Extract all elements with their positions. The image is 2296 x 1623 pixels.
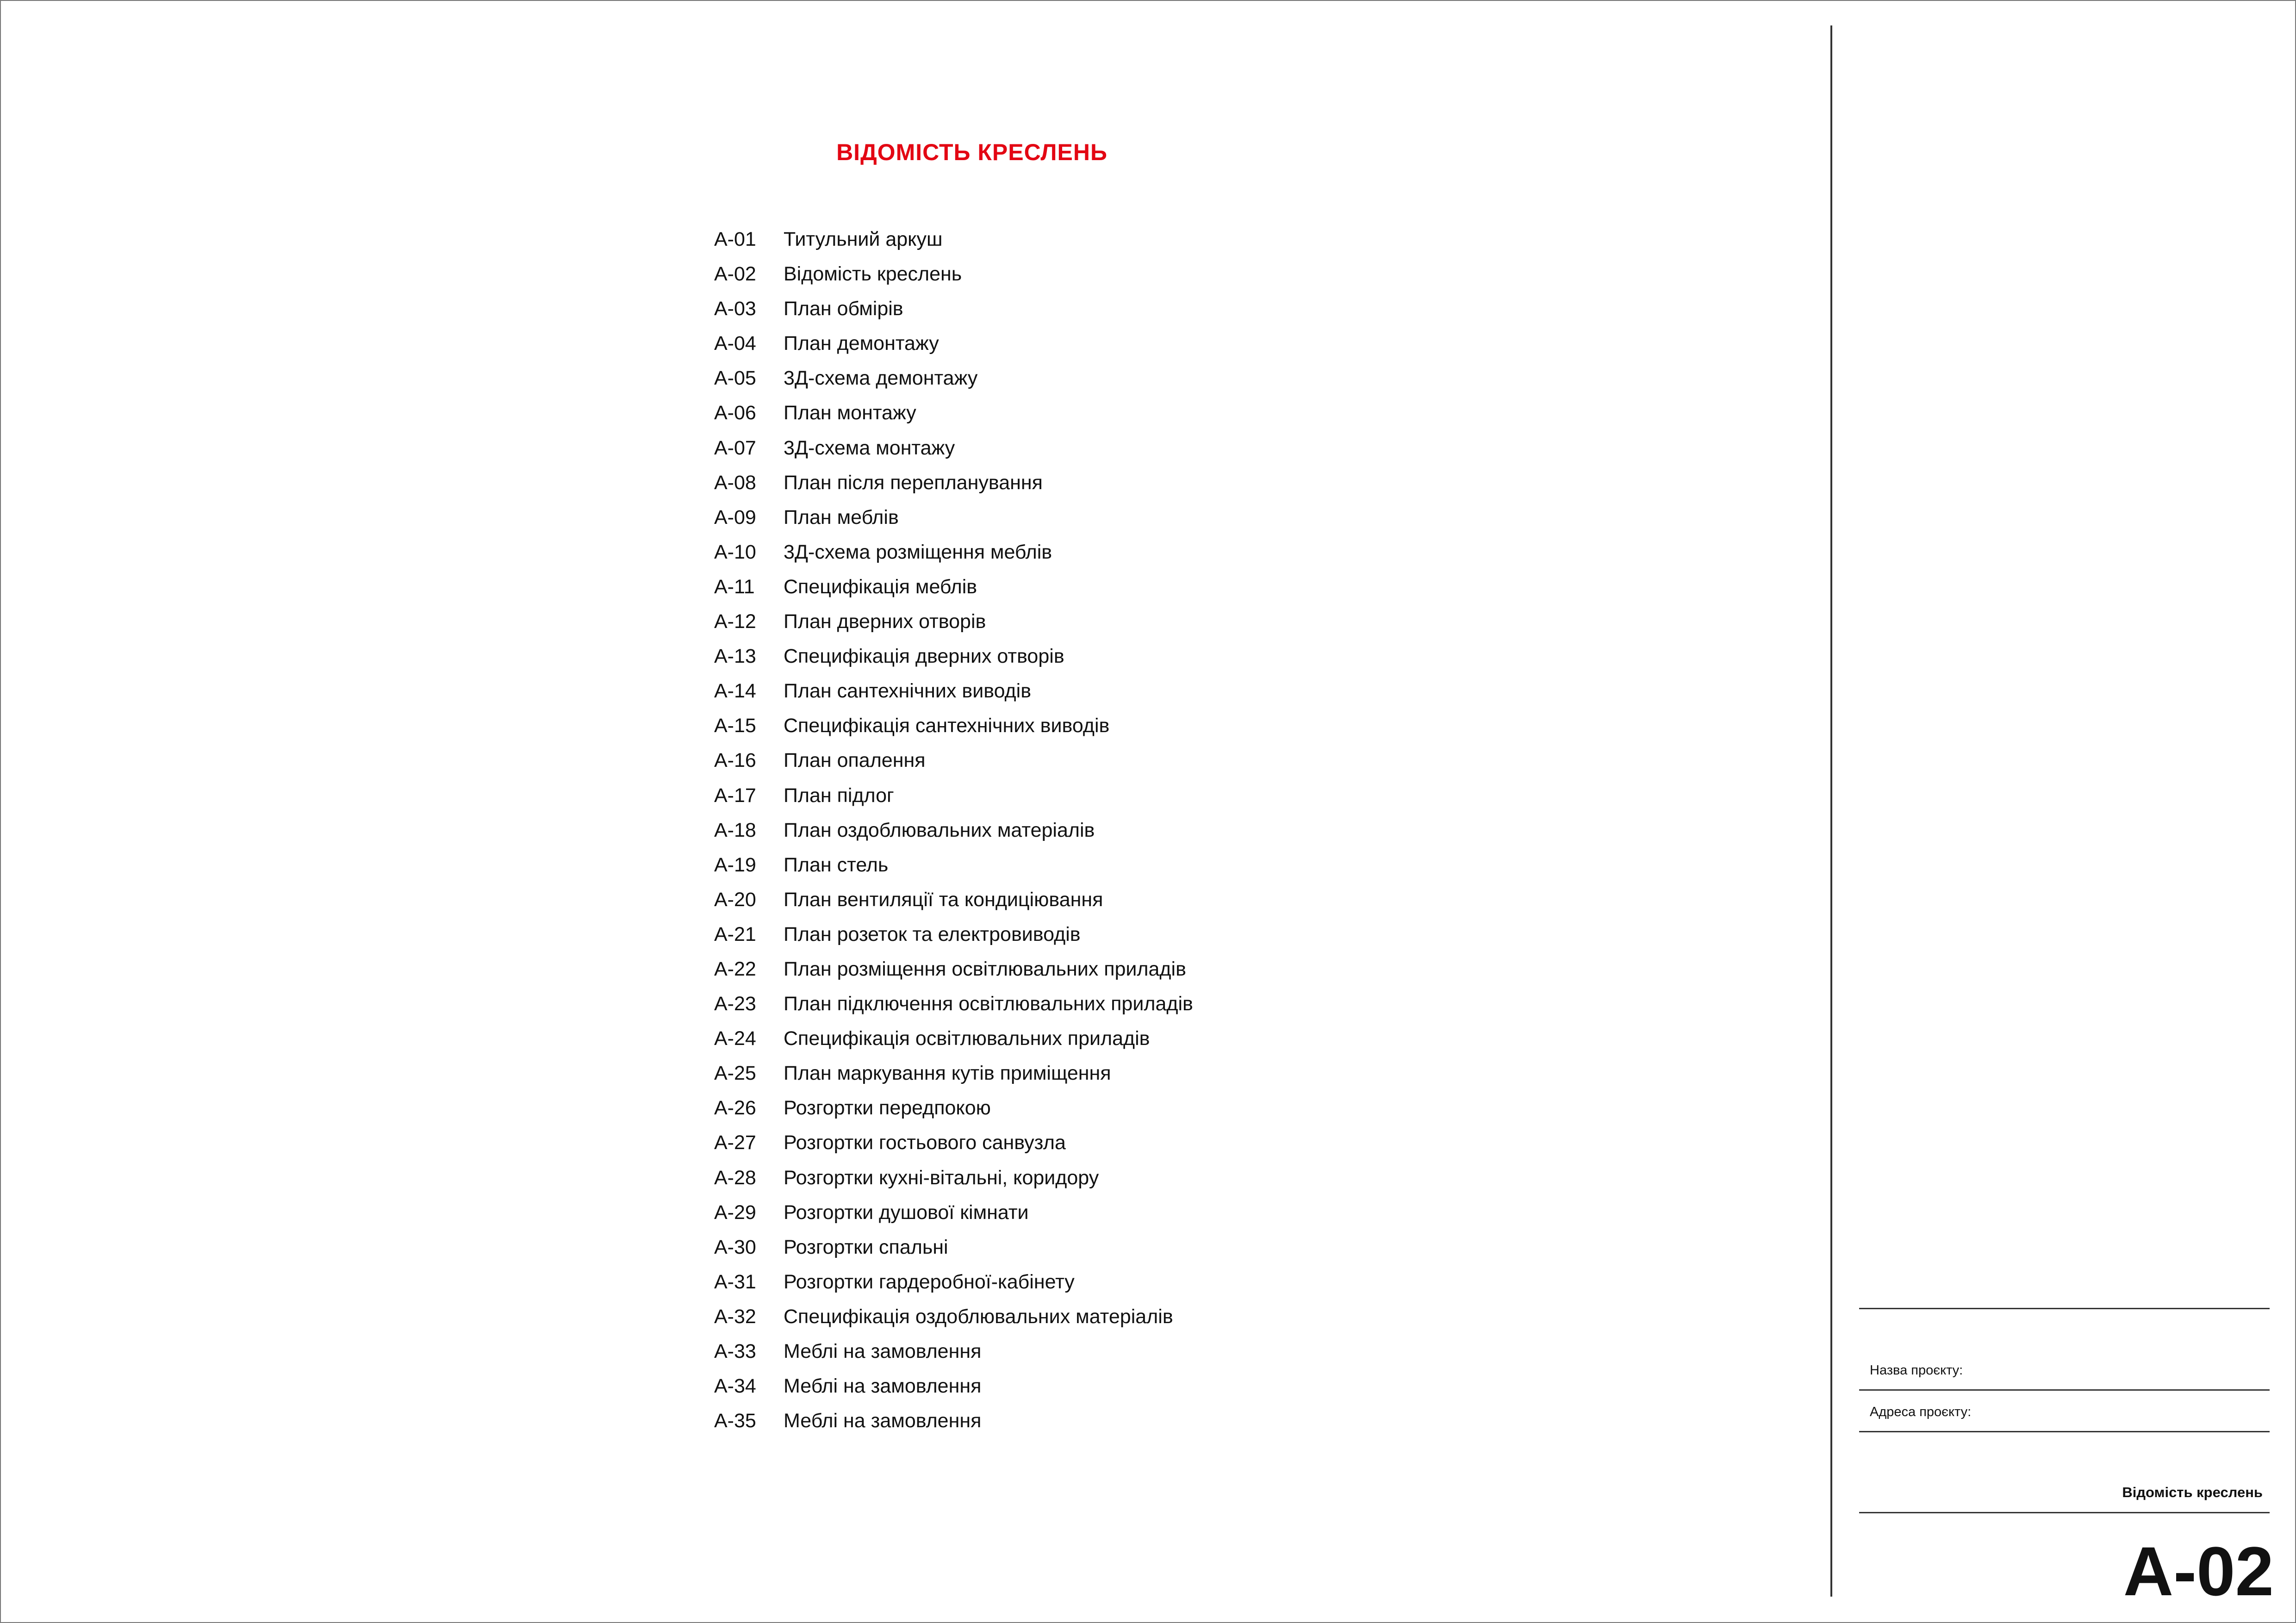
- sheet-title-label: План демонтажу: [784, 332, 939, 355]
- sheet-code-label: А-08: [714, 471, 756, 494]
- sheet-code-label: А-26: [714, 1097, 756, 1119]
- sheet-code-label: А-34: [714, 1375, 756, 1398]
- sheet-code-label: А-35: [714, 1410, 756, 1432]
- list-item: [714, 639, 1193, 674]
- sheet-code-label: А-21: [714, 923, 756, 945]
- sheet-title-label: Титульний аркуш: [784, 228, 943, 250]
- title-block-line-address: [1859, 1431, 2270, 1432]
- sheet-code-label: А-17: [714, 784, 756, 807]
- sheet-code-label: А-30: [714, 1236, 756, 1258]
- sheet-title-label: Меблі на замовлення: [784, 1410, 982, 1432]
- sheet-title-label: Розгортки спальні: [784, 1236, 948, 1258]
- sheet-title-label: Специфікація дверних отворів: [784, 645, 1064, 668]
- list-item: [714, 883, 1193, 917]
- sheet-title-label: План розеток та електровиводів: [784, 923, 1081, 945]
- list-item: [714, 535, 1193, 570]
- list-item: [714, 1404, 1193, 1438]
- project-name-label: Назва проєкту:: [1870, 1363, 1963, 1378]
- list-item: [714, 361, 1193, 396]
- sheet-code-label: А-33: [714, 1340, 756, 1362]
- sheet-title-label: План оздоблювальних матеріалів: [784, 819, 1095, 841]
- list-item: [714, 1126, 1193, 1160]
- sheet-title-label: План підключення освітлювальних приладів: [784, 993, 1193, 1015]
- sheet-title-label: План підлог: [784, 784, 894, 807]
- sheet-code-label: А-05: [714, 367, 756, 390]
- sheet-title-label: Специфікація освітлювальних приладів: [784, 1027, 1150, 1050]
- sheet-code-label: А-06: [714, 402, 756, 424]
- sheet-code-label: А-15: [714, 715, 756, 737]
- sheet-title-label: План після перепланування: [784, 471, 1043, 494]
- sheet-code-label: А-19: [714, 853, 756, 876]
- sheet-code-label: А-02: [714, 263, 756, 286]
- list-item: [714, 500, 1193, 535]
- sheet-code-label: А-10: [714, 541, 756, 563]
- sheet-code-label: А-12: [714, 610, 756, 633]
- list-item: [714, 1300, 1193, 1334]
- list-item: [714, 1334, 1193, 1369]
- sheet-code-label: А-14: [714, 680, 756, 703]
- sheet-title-label: Розгортки кухні-вітальні, коридору: [784, 1166, 1099, 1189]
- drawing-list: [714, 222, 1193, 1438]
- sheet-code-label: А-24: [714, 1027, 756, 1050]
- title-block-line-name: [1859, 1389, 2270, 1391]
- list-item: [714, 1056, 1193, 1091]
- list-item: [714, 778, 1193, 813]
- sheet-title-label: План обмірів: [784, 298, 903, 320]
- sheet-code-label: А-23: [714, 993, 756, 1015]
- list-item: [714, 743, 1193, 778]
- list-item: [714, 1369, 1193, 1404]
- sheet-title-label: План меблів: [784, 506, 899, 529]
- title-block-line-top: [1859, 1308, 2270, 1309]
- sheet-title-label: Розгортки передпокою: [784, 1097, 991, 1119]
- sheet-title-label: Меблі на замовлення: [784, 1340, 982, 1362]
- sheet-code-label: А-13: [714, 645, 756, 668]
- list-item: [714, 466, 1193, 500]
- list-item: [714, 570, 1193, 604]
- sheet-code-label: А-18: [714, 819, 756, 841]
- sheet-title-label: План вентиляції та кондиціювання: [784, 888, 1103, 911]
- sheet-title-label: План маркування кутів приміщення: [784, 1062, 1111, 1085]
- sheet-title-label: Специфікація сантехнічних виводів: [784, 715, 1110, 737]
- sheet-title-label: Розгортки гостьового санвузла: [784, 1132, 1066, 1154]
- sheet-title-label: Специфікація меблів: [784, 575, 977, 598]
- list-item: [714, 674, 1193, 709]
- sheet-title-label: План монтажу: [784, 402, 916, 424]
- project-address-label: Адреса проєкту:: [1870, 1405, 1972, 1419]
- list-item: [714, 1021, 1193, 1056]
- sheet-code-label: А-03: [714, 298, 756, 320]
- sheet-code-label: А-16: [714, 749, 756, 772]
- sheet-title-label: Меблі на замовлення: [784, 1375, 982, 1398]
- title-block-divider: [1830, 25, 1832, 1597]
- list-item: [714, 431, 1193, 466]
- sheet-code-label: А-31: [714, 1270, 756, 1293]
- sheet-title-label: План розміщення освітлювальних приладів: [784, 958, 1186, 980]
- sheet-title-label: Розгортки гардеробної-кабінету: [784, 1270, 1075, 1293]
- sheet-name: Відомість креслень: [2122, 1484, 2263, 1500]
- sheet-title-label: 3Д-схема монтажу: [784, 436, 955, 459]
- list-item: [714, 396, 1193, 430]
- sheet-title-label: План опалення: [784, 749, 926, 772]
- sheet-title-label: Специфікація оздоблювальних матеріалів: [784, 1305, 1173, 1328]
- sheet-code-label: А-09: [714, 506, 756, 529]
- sheet-code: А-02: [2123, 1532, 2274, 1610]
- sheet-title-label: Розгортки душової кімнати: [784, 1201, 1029, 1224]
- list-item: [714, 326, 1193, 361]
- sheet-code-label: А-20: [714, 888, 756, 911]
- sheet-code-label: А-04: [714, 332, 756, 355]
- sheet-code-label: А-22: [714, 958, 756, 980]
- sheet-title-label: План стель: [784, 853, 889, 876]
- sheet-code-label: А-11: [714, 575, 755, 598]
- list-item: [714, 917, 1193, 952]
- list-item: [714, 987, 1193, 1021]
- list-item: [714, 1161, 1193, 1195]
- list-item: [714, 604, 1193, 639]
- page-title: ВІДОМІСТЬ КРЕСЛЕНЬ: [836, 139, 1108, 165]
- sheet-code-label: А-28: [714, 1166, 756, 1189]
- list-item: [714, 952, 1193, 987]
- sheet-code-label: А-29: [714, 1201, 756, 1224]
- sheet-title-label: План дверних отворів: [784, 610, 986, 633]
- sheet-code-label: А-25: [714, 1062, 756, 1085]
- list-item: [714, 1265, 1193, 1300]
- sheet-code-label: А-32: [714, 1305, 756, 1328]
- list-item: [714, 1091, 1193, 1126]
- sheet-title-label: Відомість креслень: [784, 263, 962, 286]
- list-item: [714, 222, 1193, 257]
- list-item: [714, 813, 1193, 848]
- sheet-code-label: А-07: [714, 436, 756, 459]
- list-item: [714, 292, 1193, 326]
- sheet-title-label: План сантехнічних виводів: [784, 680, 1032, 703]
- list-item: [714, 1230, 1193, 1265]
- sheet-code-label: А-01: [714, 228, 756, 250]
- sheet-code-label: А-27: [714, 1132, 756, 1154]
- title-block-line-sheet: [1859, 1512, 2270, 1513]
- sheet-title-label: 3Д-схема демонтажу: [784, 367, 978, 390]
- list-item: [714, 257, 1193, 292]
- sheet-title-label: 3Д-схема розміщення меблів: [784, 541, 1052, 563]
- list-item: [714, 848, 1193, 883]
- list-item: [714, 709, 1193, 743]
- list-item: [714, 1195, 1193, 1230]
